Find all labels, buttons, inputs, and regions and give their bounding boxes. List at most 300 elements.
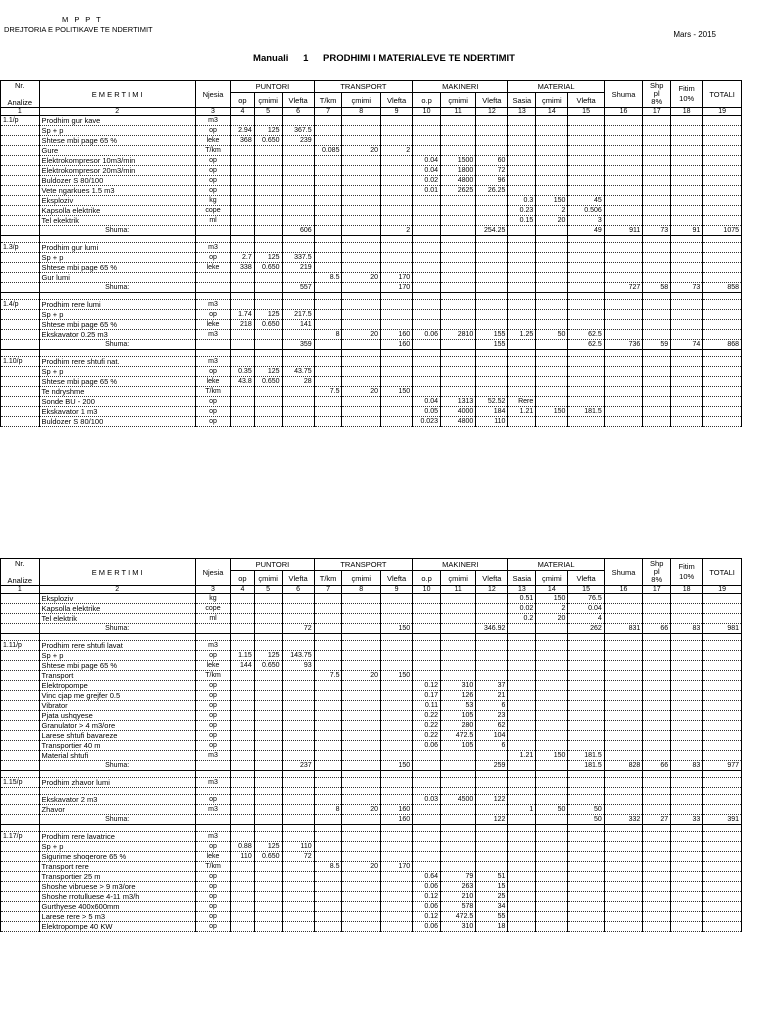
table-cell bbox=[254, 387, 282, 397]
table-cell bbox=[440, 624, 475, 634]
table-cell bbox=[643, 136, 671, 146]
table-cell: 155 bbox=[476, 330, 508, 340]
table-cell bbox=[508, 300, 536, 310]
table-cell bbox=[342, 340, 381, 350]
table-cell bbox=[568, 377, 604, 387]
table-cell bbox=[508, 293, 536, 300]
table-row bbox=[1, 377, 742, 387]
table-cell: 150 bbox=[536, 751, 568, 761]
table-cell bbox=[568, 387, 604, 397]
table-cell bbox=[282, 407, 314, 417]
table-cell bbox=[413, 300, 441, 310]
table-cell bbox=[282, 711, 314, 721]
table-cell bbox=[568, 243, 604, 253]
table-row bbox=[1, 681, 742, 691]
table-cell bbox=[1, 387, 40, 397]
table-cell bbox=[282, 216, 314, 226]
table-cell: 4800 bbox=[440, 176, 475, 186]
table-cell bbox=[282, 902, 314, 912]
table-cell bbox=[381, 357, 413, 367]
table-cell bbox=[568, 701, 604, 711]
table-cell bbox=[231, 805, 255, 815]
table-cell bbox=[604, 116, 643, 126]
table-cell bbox=[671, 701, 703, 711]
table-cell: Prodhim zhavor lumi bbox=[39, 778, 195, 788]
table-cell bbox=[413, 387, 441, 397]
table-cell bbox=[440, 651, 475, 661]
table-cell bbox=[703, 206, 742, 216]
table-cell bbox=[604, 614, 643, 624]
table-cell bbox=[536, 778, 568, 788]
table-row bbox=[1, 671, 742, 681]
table-cell bbox=[643, 614, 671, 624]
table-cell bbox=[342, 701, 381, 711]
table-cell bbox=[671, 136, 703, 146]
table-row bbox=[1, 661, 742, 671]
table-cell bbox=[231, 882, 255, 892]
table-cell bbox=[508, 320, 536, 330]
table-cell bbox=[282, 805, 314, 815]
table-cell bbox=[703, 862, 742, 872]
table-cell bbox=[476, 126, 508, 136]
table-cell bbox=[231, 273, 255, 283]
table-cell: 868 bbox=[703, 340, 742, 350]
table-cell bbox=[604, 186, 643, 196]
table-cell bbox=[643, 407, 671, 417]
column-number: 1 bbox=[1, 586, 40, 594]
table-cell bbox=[508, 641, 536, 651]
table-cell bbox=[604, 852, 643, 862]
table-cell bbox=[536, 417, 568, 427]
table-cell bbox=[703, 912, 742, 922]
table-cell bbox=[1, 310, 40, 320]
table-cell bbox=[1, 350, 40, 357]
table-cell bbox=[643, 661, 671, 671]
table-cell: T/km bbox=[195, 862, 230, 872]
table-cell bbox=[282, 892, 314, 902]
table-cell bbox=[508, 651, 536, 661]
table-cell bbox=[643, 922, 671, 932]
table-cell bbox=[1, 340, 40, 350]
table-cell bbox=[381, 350, 413, 357]
table-cell bbox=[536, 661, 568, 671]
table-cell bbox=[282, 176, 314, 186]
table-cell bbox=[476, 852, 508, 862]
table-cell: 21 bbox=[476, 691, 508, 701]
table-cell bbox=[703, 701, 742, 711]
table-cell bbox=[314, 634, 342, 641]
table-cell bbox=[1, 634, 40, 641]
table-cell: ml bbox=[195, 614, 230, 624]
table-cell: Sp + p bbox=[39, 651, 195, 661]
col-emertimi: E M E R T I M I bbox=[39, 559, 195, 586]
table-cell bbox=[342, 852, 381, 862]
table-cell bbox=[671, 357, 703, 367]
table-cell bbox=[1, 788, 40, 795]
column-number: 13 bbox=[508, 586, 536, 594]
table-cell bbox=[643, 778, 671, 788]
table-cell: Ekskavator 0.25 m3 bbox=[39, 330, 195, 340]
table-cell bbox=[643, 357, 671, 367]
table-cell bbox=[381, 741, 413, 751]
table-cell: 1.21 bbox=[508, 407, 536, 417]
table-row bbox=[1, 902, 742, 912]
table-cell bbox=[703, 146, 742, 156]
table-cell bbox=[536, 377, 568, 387]
table-cell bbox=[231, 417, 255, 427]
table-cell bbox=[254, 912, 282, 922]
table-cell bbox=[703, 691, 742, 701]
table-cell bbox=[39, 825, 195, 832]
table-body-2 bbox=[1, 594, 742, 932]
table-cell: 160 bbox=[381, 330, 413, 340]
table-cell: 981 bbox=[703, 624, 742, 634]
table-cell bbox=[604, 711, 643, 721]
table-row bbox=[1, 852, 742, 862]
table-cell bbox=[231, 226, 255, 236]
table-cell bbox=[703, 367, 742, 377]
table-cell: 37 bbox=[476, 681, 508, 691]
table-cell bbox=[536, 634, 568, 641]
table-cell bbox=[703, 594, 742, 604]
table-cell bbox=[536, 711, 568, 721]
table-cell bbox=[536, 320, 568, 330]
column-number: 17 bbox=[643, 586, 671, 594]
col-group-material: MATERIAL bbox=[508, 81, 604, 93]
table-cell bbox=[508, 310, 536, 320]
table-cell bbox=[231, 407, 255, 417]
table-cell bbox=[604, 166, 643, 176]
table-cell: 18 bbox=[476, 922, 508, 932]
table-cell bbox=[440, 852, 475, 862]
table-cell bbox=[671, 651, 703, 661]
table-cell bbox=[671, 751, 703, 761]
table-cell bbox=[671, 902, 703, 912]
table-cell bbox=[413, 651, 441, 661]
table-cell: 79 bbox=[440, 872, 475, 882]
table-cell bbox=[231, 711, 255, 721]
table-cell bbox=[643, 691, 671, 701]
table-cell: Gur lumi bbox=[39, 273, 195, 283]
table-cell: 4000 bbox=[440, 407, 475, 417]
table-cell bbox=[231, 216, 255, 226]
col-nr: Nr. Analize bbox=[1, 81, 40, 108]
table-cell bbox=[604, 594, 643, 604]
table-cell: 66 bbox=[643, 761, 671, 771]
table-cell bbox=[703, 273, 742, 283]
table-cell bbox=[342, 872, 381, 882]
table-cell bbox=[604, 661, 643, 671]
table-cell bbox=[381, 751, 413, 761]
table-cell bbox=[1, 273, 40, 283]
table-cell bbox=[568, 681, 604, 691]
table-cell bbox=[604, 671, 643, 681]
table-cell: 125 bbox=[254, 367, 282, 377]
table-cell bbox=[508, 825, 536, 832]
table-cell bbox=[476, 350, 508, 357]
table-cell bbox=[536, 340, 568, 350]
table-cell: op bbox=[195, 417, 230, 427]
table-cell bbox=[604, 310, 643, 320]
col-group-puntori: PUNTORI bbox=[231, 559, 314, 571]
table-row bbox=[1, 417, 742, 427]
column-number: 18 bbox=[671, 108, 703, 116]
table-cell: 4800 bbox=[440, 417, 475, 427]
table-cell bbox=[231, 300, 255, 310]
table-cell bbox=[508, 357, 536, 367]
table-cell bbox=[703, 176, 742, 186]
table-cell bbox=[254, 902, 282, 912]
table-cell bbox=[342, 778, 381, 788]
table-cell: 155 bbox=[476, 340, 508, 350]
table-cell bbox=[314, 300, 342, 310]
table-cell bbox=[1, 367, 40, 377]
table-cell bbox=[254, 407, 282, 417]
table-cell bbox=[643, 186, 671, 196]
table-cell bbox=[604, 922, 643, 932]
table-cell: 72 bbox=[282, 852, 314, 862]
table-cell bbox=[254, 186, 282, 196]
table-cell bbox=[703, 196, 742, 206]
table-cell bbox=[39, 771, 195, 778]
table-cell bbox=[536, 731, 568, 741]
table-cell bbox=[413, 815, 441, 825]
table-cell bbox=[643, 751, 671, 761]
table-cell bbox=[604, 862, 643, 872]
table-cell bbox=[282, 350, 314, 357]
table-cell: 150 bbox=[536, 407, 568, 417]
table-cell: 184 bbox=[476, 407, 508, 417]
table-cell bbox=[440, 671, 475, 681]
table-cell bbox=[671, 367, 703, 377]
table-cell: 217.5 bbox=[282, 310, 314, 320]
table-cell bbox=[604, 273, 643, 283]
table-cell: 122 bbox=[476, 815, 508, 825]
table-cell: Ekskavator 2 m3 bbox=[39, 795, 195, 805]
table-cell bbox=[703, 634, 742, 641]
table-cell: Transportier 25 m bbox=[39, 872, 195, 882]
table-cell bbox=[536, 253, 568, 263]
table-cell: 43.8 bbox=[231, 377, 255, 387]
table-cell: op bbox=[195, 651, 230, 661]
table-row bbox=[1, 795, 742, 805]
table-cell bbox=[413, 641, 441, 651]
table-cell bbox=[342, 604, 381, 614]
table-cell bbox=[508, 701, 536, 711]
table-cell bbox=[381, 634, 413, 641]
table-cell bbox=[314, 641, 342, 651]
table-cell bbox=[604, 136, 643, 146]
table-cell: 0.02 bbox=[413, 176, 441, 186]
column-number: 14 bbox=[536, 108, 568, 116]
table-cell: 1.15/p bbox=[1, 778, 40, 788]
table-cell bbox=[282, 731, 314, 741]
table-cell: op bbox=[195, 922, 230, 932]
table-cell bbox=[342, 156, 381, 166]
table-cell bbox=[231, 357, 255, 367]
table-cell: 0.11 bbox=[413, 701, 441, 711]
table-cell bbox=[476, 387, 508, 397]
table-cell bbox=[604, 795, 643, 805]
table-cell bbox=[508, 711, 536, 721]
table-cell bbox=[643, 701, 671, 711]
table-cell: 0.650 bbox=[254, 136, 282, 146]
table-cell bbox=[508, 624, 536, 634]
table-cell: 125 bbox=[254, 651, 282, 661]
table-cell bbox=[314, 216, 342, 226]
table-cell bbox=[254, 805, 282, 815]
table-cell bbox=[508, 136, 536, 146]
table-cell bbox=[508, 340, 536, 350]
table-cell: 45 bbox=[568, 196, 604, 206]
table-cell bbox=[39, 788, 195, 795]
table-cell bbox=[381, 216, 413, 226]
table-cell bbox=[231, 825, 255, 832]
table-cell: 25 bbox=[476, 892, 508, 902]
table-cell bbox=[440, 377, 475, 387]
table-cell: 0.04 bbox=[413, 166, 441, 176]
table-cell bbox=[231, 340, 255, 350]
col-fitim: Fitim 10% bbox=[671, 559, 703, 586]
table-cell bbox=[536, 367, 568, 377]
table-cell: m3 bbox=[195, 805, 230, 815]
table-cell bbox=[703, 788, 742, 795]
table-cell bbox=[568, 832, 604, 842]
table-cell bbox=[413, 778, 441, 788]
column-number: 19 bbox=[703, 586, 742, 594]
table-cell: 50 bbox=[568, 815, 604, 825]
table-cell bbox=[671, 387, 703, 397]
table-cell bbox=[536, 236, 568, 243]
table-cell bbox=[508, 263, 536, 273]
column-number: 6 bbox=[282, 586, 314, 594]
table-cell bbox=[231, 701, 255, 711]
table-cell bbox=[476, 146, 508, 156]
table-cell: 50 bbox=[536, 805, 568, 815]
table-cell bbox=[1, 872, 40, 882]
table-cell: 170 bbox=[381, 283, 413, 293]
table-cell bbox=[703, 711, 742, 721]
table-cell: 72 bbox=[282, 624, 314, 634]
table-cell bbox=[440, 825, 475, 832]
col-shuma: Shuma bbox=[604, 81, 643, 108]
table-cell bbox=[231, 243, 255, 253]
table-cell: 2 bbox=[381, 146, 413, 156]
table-cell: op bbox=[195, 701, 230, 711]
table-cell bbox=[703, 832, 742, 842]
col-njesia: Njesia bbox=[195, 81, 230, 108]
table-cell bbox=[568, 310, 604, 320]
table-cell: leke bbox=[195, 320, 230, 330]
table-cell: 0.02 bbox=[508, 604, 536, 614]
table-cell bbox=[314, 407, 342, 417]
table-cell: op bbox=[195, 872, 230, 882]
table-cell bbox=[643, 731, 671, 741]
table-cell bbox=[413, 862, 441, 872]
table-cell bbox=[231, 293, 255, 300]
table-cell bbox=[381, 186, 413, 196]
table-cell: 20 bbox=[536, 614, 568, 624]
table-cell bbox=[643, 310, 671, 320]
table-cell bbox=[643, 604, 671, 614]
table-cell bbox=[508, 634, 536, 641]
table-cell bbox=[282, 236, 314, 243]
table-cell bbox=[604, 651, 643, 661]
table-cell bbox=[1, 701, 40, 711]
analysis-item-row bbox=[1, 300, 742, 310]
table-cell bbox=[282, 243, 314, 253]
table-cell bbox=[231, 330, 255, 340]
table-cell: op bbox=[195, 741, 230, 751]
table-cell bbox=[254, 832, 282, 842]
table-cell bbox=[604, 681, 643, 691]
table-cell bbox=[381, 116, 413, 126]
table-cell bbox=[413, 377, 441, 387]
table-cell: 0.23 bbox=[508, 206, 536, 216]
table-cell bbox=[703, 681, 742, 691]
table-cell bbox=[508, 771, 536, 778]
table-cell bbox=[508, 671, 536, 681]
table-cell bbox=[1, 206, 40, 216]
table-cell bbox=[342, 721, 381, 731]
table-body-1 bbox=[1, 116, 742, 427]
table-cell bbox=[381, 651, 413, 661]
table-cell bbox=[476, 377, 508, 387]
table-cell bbox=[440, 751, 475, 761]
table-cell: 181.5 bbox=[568, 407, 604, 417]
table-cell: 2.94 bbox=[231, 126, 255, 136]
table-cell bbox=[1, 320, 40, 330]
table-cell: Zhavor bbox=[39, 805, 195, 815]
table-cell bbox=[282, 273, 314, 283]
table-cell bbox=[568, 711, 604, 721]
table-cell bbox=[231, 387, 255, 397]
table-cell bbox=[703, 357, 742, 367]
table-cell bbox=[254, 236, 282, 243]
table-cell bbox=[440, 300, 475, 310]
table-cell bbox=[536, 761, 568, 771]
table-cell bbox=[342, 815, 381, 825]
table-cell bbox=[440, 842, 475, 852]
table-cell bbox=[195, 226, 230, 236]
table-cell bbox=[671, 263, 703, 273]
table-cell bbox=[342, 397, 381, 407]
table-cell bbox=[381, 842, 413, 852]
table-cell bbox=[604, 604, 643, 614]
table-cell bbox=[508, 166, 536, 176]
table-cell bbox=[508, 387, 536, 397]
table-cell: 0.650 bbox=[254, 377, 282, 387]
table-cell bbox=[671, 300, 703, 310]
table-cell: 66 bbox=[643, 624, 671, 634]
table-cell bbox=[604, 721, 643, 731]
table-cell bbox=[282, 357, 314, 367]
table-cell bbox=[314, 872, 342, 882]
table-cell bbox=[440, 263, 475, 273]
table-cell bbox=[342, 166, 381, 176]
table-cell bbox=[536, 671, 568, 681]
table-cell bbox=[1, 216, 40, 226]
table-row bbox=[1, 253, 742, 263]
table-cell bbox=[1, 594, 40, 604]
table-cell bbox=[568, 671, 604, 681]
table-cell bbox=[536, 293, 568, 300]
table-cell: 76.5 bbox=[568, 594, 604, 604]
table-row bbox=[1, 701, 742, 711]
table-cell bbox=[254, 216, 282, 226]
table-cell: 150 bbox=[381, 671, 413, 681]
table-cell bbox=[381, 778, 413, 788]
